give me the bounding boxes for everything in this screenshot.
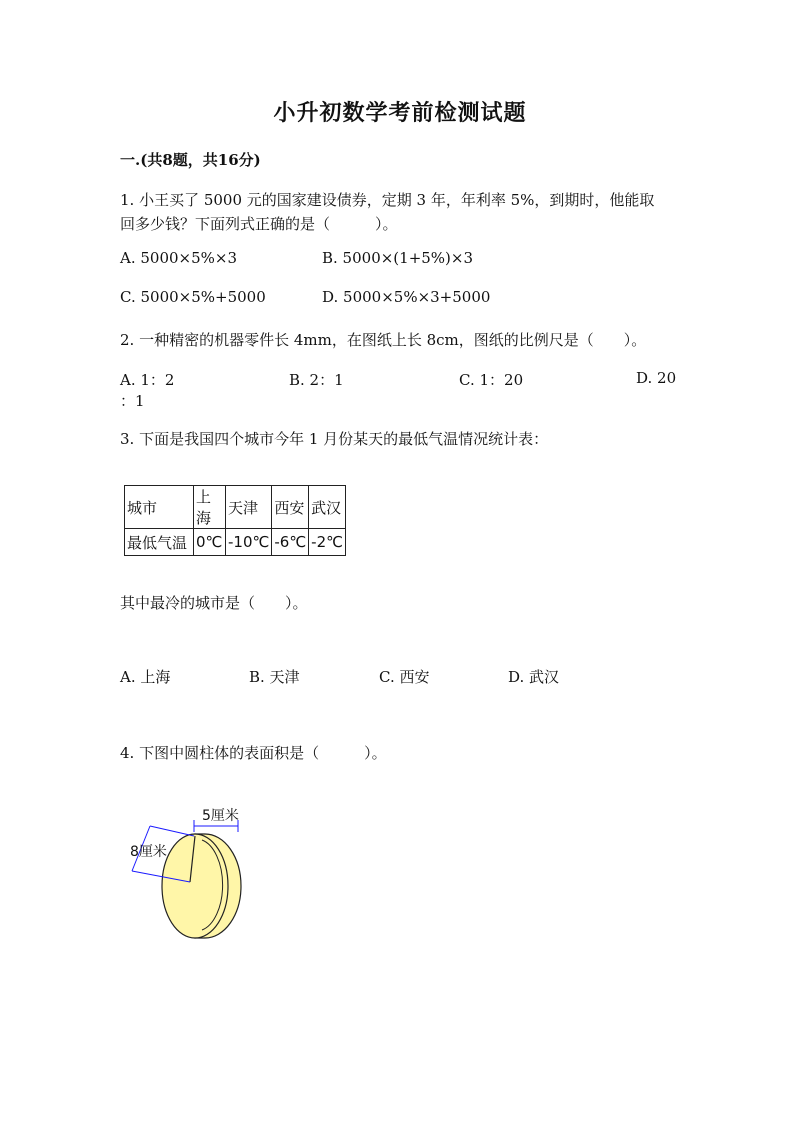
q3-ask: 其中最冷的城市是（ ）。: [120, 594, 308, 612]
q1-text-line1: 1. 小王买了 5000 元的国家建设债券，定期 3 年，年利率 5%，到期时，他能取: [120, 191, 655, 209]
q2-option-d-wrap: ：1: [120, 392, 145, 410]
table-cell: 最低气温: [125, 529, 194, 556]
table-cell: 0℃: [194, 529, 226, 556]
q1-text-line2: 回多少钱？下面列式正确的是（ ）。: [120, 215, 398, 233]
q2-option-b: B. 2：1: [289, 371, 344, 389]
width-label: 5厘米: [202, 808, 239, 824]
q1-option-b: B. 5000×(1+5%)×3: [322, 249, 474, 267]
height-label: 8厘米: [130, 844, 167, 860]
q2-text: 2. 一种精密的机器零件长 4mm，在图纸上长 8cm，图纸的比例尺是（ ）。: [120, 331, 647, 349]
q3-text: 3. 下面是我国四个城市今年 1 月份某天的最低气温情况统计表：: [120, 430, 549, 448]
q3-option-b: B. 天津: [249, 668, 300, 686]
q1-option-c: C. 5000×5%+5000: [120, 288, 266, 306]
q2-option-a: A. 1：2: [120, 371, 175, 389]
table-row: [125, 486, 346, 529]
q3-option-c: C. 西安: [379, 668, 430, 686]
q3-option-a: A. 上海: [120, 668, 171, 686]
q2-option-d: D. 20: [636, 369, 677, 387]
table-cell: -2℃: [309, 529, 346, 556]
q1-option-a: A. 5000×5%×3: [120, 249, 238, 267]
page-title: 小升初数学考前检测试题: [273, 100, 527, 126]
q1-option-d: D. 5000×5%×3+5000: [322, 288, 491, 306]
table-row: [125, 529, 346, 556]
table-cell: 武汉: [309, 486, 346, 529]
table-cell: 天津: [226, 486, 272, 529]
q3-option-d: D. 武汉: [508, 668, 560, 686]
cylinder-figure: [120, 796, 260, 951]
q2-option-c: C. 1：20: [459, 371, 524, 389]
section-heading: 一.(共8题，共16分): [120, 151, 261, 169]
table-cell: 西安: [272, 486, 309, 529]
q4-text: 4. 下图中圆柱体的表面积是（ ）。: [120, 744, 387, 762]
table-cell: 城市: [125, 486, 194, 529]
table-cell: 上海: [194, 486, 226, 529]
table-cell: -6℃: [272, 529, 309, 556]
table-cell: -10℃: [226, 529, 272, 556]
temperature-table: [124, 485, 346, 556]
cylinder-front-face: [162, 834, 228, 938]
